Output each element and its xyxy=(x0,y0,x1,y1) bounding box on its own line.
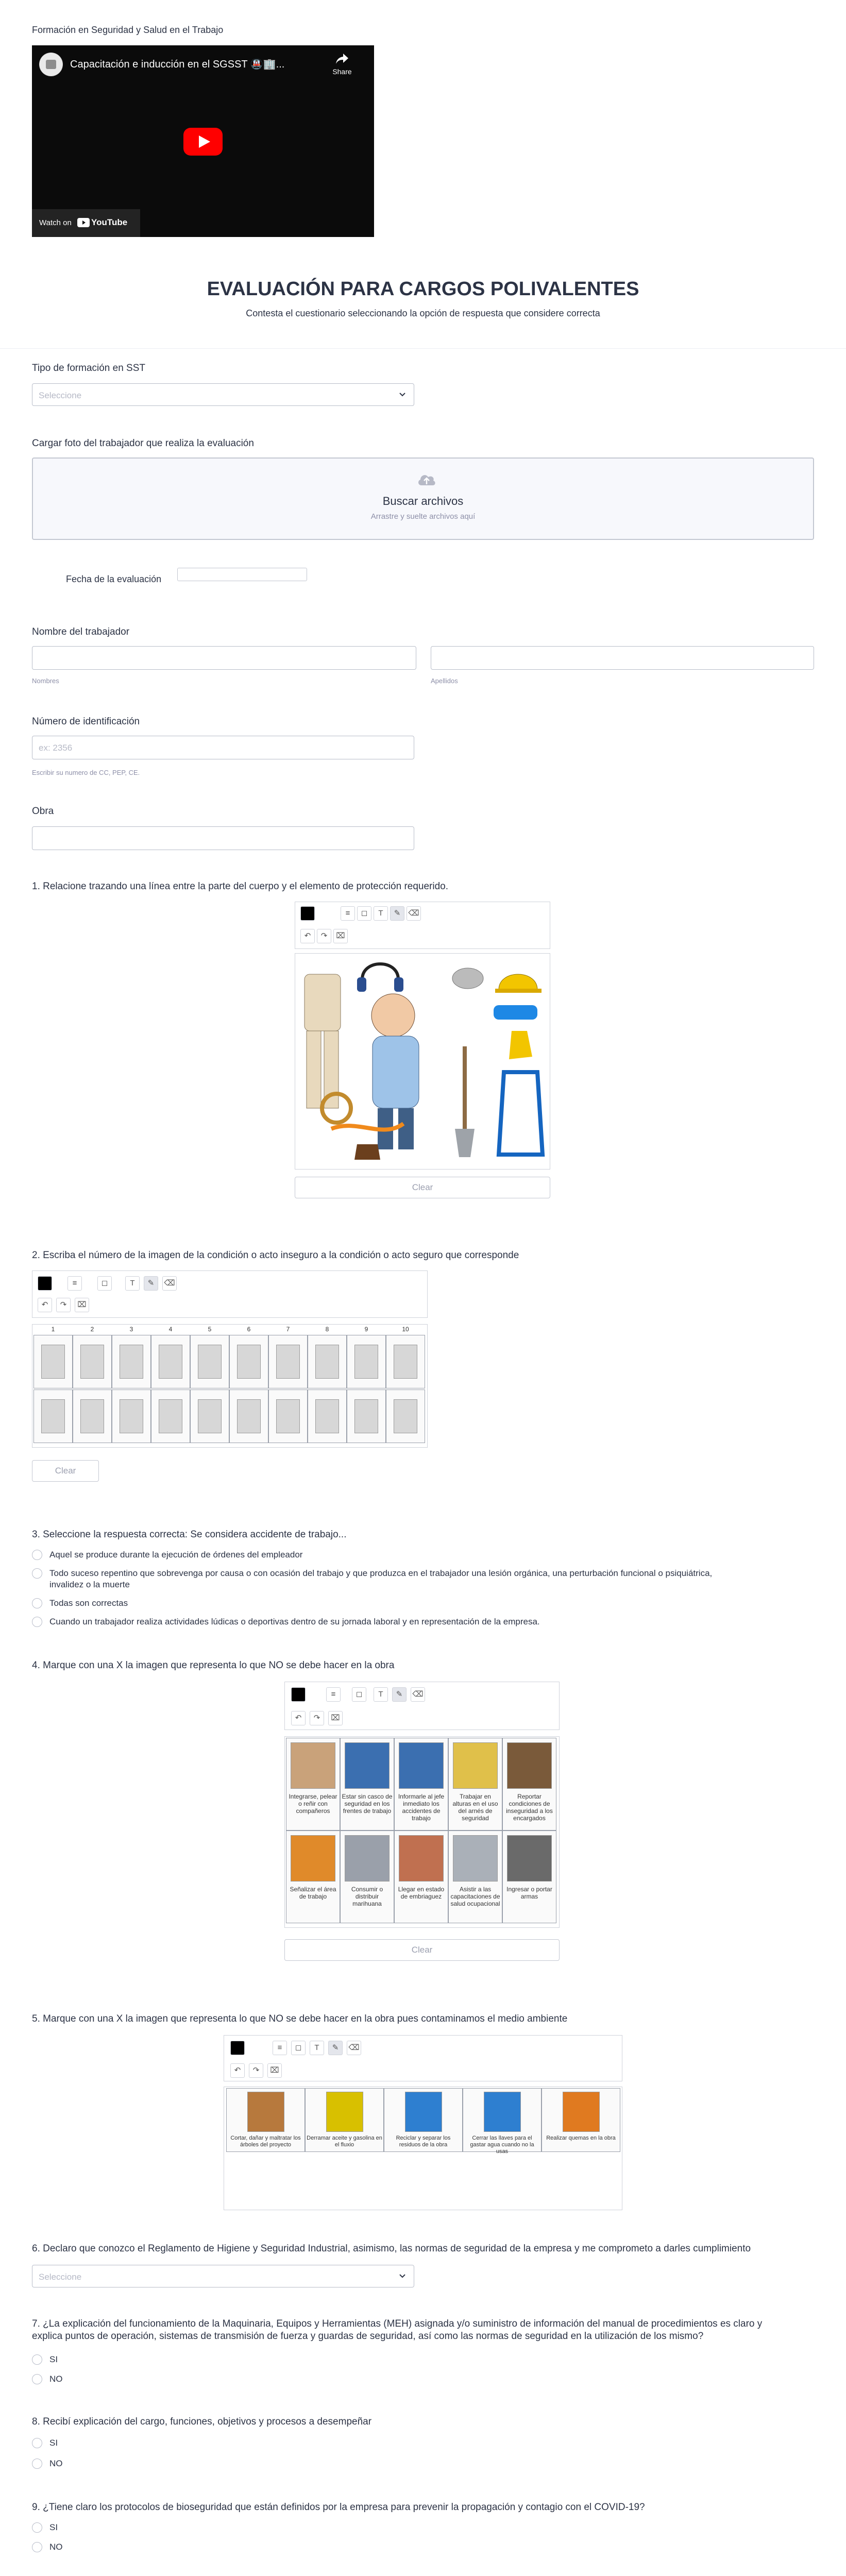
q7-option-text: SI xyxy=(49,2354,58,2364)
environment-image-cell xyxy=(542,2088,620,2152)
environment-image-cell xyxy=(463,2088,542,2155)
ppe-illustration xyxy=(295,954,550,1169)
undo-icon[interactable]: ↶ xyxy=(291,1711,306,1725)
rule-illustration xyxy=(345,1742,390,1789)
unsafe-act-image xyxy=(347,1335,386,1388)
radio-button[interactable] xyxy=(32,2354,42,2365)
text-tool-icon[interactable]: T xyxy=(374,906,388,921)
rule-illustration xyxy=(453,1742,498,1789)
radio-button[interactable] xyxy=(32,1550,42,1560)
radio-button[interactable] xyxy=(32,2522,42,2533)
line-width-icon[interactable]: ≡ xyxy=(67,1276,82,1291)
rule-caption: Consumir o distribuir marihuana xyxy=(351,1886,383,1907)
rule-illustration xyxy=(345,1835,390,1882)
q9-label: 9. ¿Tiene claro los protocolos de bioseguridad que están definidos por la empresa para prevenir la propagación y contagio con el COVID-19? xyxy=(32,2502,645,2513)
environment-illustration xyxy=(484,2092,521,2132)
q5-drawing-canvas[interactable] xyxy=(224,2087,622,2210)
radio-button[interactable] xyxy=(32,1598,42,1608)
environment-caption: Cortar, dañar y maltratar los árboles del proyecto xyxy=(230,2135,301,2148)
file-dropzone[interactable] xyxy=(32,457,814,540)
line-width-icon[interactable]: ≡ xyxy=(326,1687,341,1702)
text-tool-icon[interactable]: T xyxy=(310,2041,324,2055)
q2-image-number: 8 xyxy=(325,1326,329,1333)
q2-image-number: 3 xyxy=(129,1326,133,1333)
unsafe-act-image xyxy=(73,1335,112,1388)
rule-caption: Informarle al jefe inmediato los accidentes de trabajo xyxy=(398,1793,445,1822)
text-tool-icon[interactable]: T xyxy=(374,1687,388,1702)
shapes-icon[interactable]: ◻ xyxy=(352,1687,366,1702)
channel-avatar[interactable] xyxy=(39,53,63,76)
radio-button[interactable] xyxy=(32,2459,42,2469)
rule-caption: Estar sin casco de seguridad en los frentes de trabajo xyxy=(342,1793,393,1815)
illustration-thumbnail xyxy=(80,1399,104,1433)
q5-label: 5. Marque con una X la imagen que representa lo que NO se debe hacer en la obra pues contaminamos el medio ambiente xyxy=(32,2013,568,2024)
radio-button[interactable] xyxy=(32,2374,42,2384)
text-tool-icon[interactable]: T xyxy=(125,1276,140,1291)
environment-illustration xyxy=(563,2092,600,2132)
color-swatch-black[interactable] xyxy=(38,1276,52,1291)
q9-option-text: SI xyxy=(49,2522,58,2532)
rule-caption: Trabajar en alturas en el uso del arnés de seguridad xyxy=(452,1793,498,1822)
q9-option-text: NO xyxy=(49,2542,63,2552)
date-input[interactable] xyxy=(177,568,307,581)
q4-toolbar xyxy=(284,1682,560,1730)
redo-icon[interactable]: ↷ xyxy=(310,1711,324,1725)
rule-illustration xyxy=(399,1835,444,1882)
environment-image-cell xyxy=(226,2088,305,2152)
page-subtitle: Contesta el cuestionario seleccionando la opción de respuesta que considere correcta xyxy=(246,308,600,318)
q7-label-line2: explica puntos de operación, sistemas de transmisión de fuerza y guardas de seguridad, así como las normas de seguridad en la utilización de los mismo? xyxy=(32,2331,704,2342)
undo-icon[interactable]: ↶ xyxy=(230,2063,245,2078)
radio-button[interactable] xyxy=(32,2542,42,2552)
illustration-thumbnail xyxy=(315,1345,339,1379)
environment-illustration xyxy=(247,2092,284,2132)
q3-option-text: Aquel se produce durante la ejecución de órdenes del empleador xyxy=(49,1550,303,1560)
illustration-thumbnail xyxy=(237,1345,261,1379)
safe-act-image xyxy=(308,1389,347,1443)
site-label: Obra xyxy=(32,806,54,817)
clear-brush-icon[interactable]: ⌧ xyxy=(328,1711,343,1725)
rule-illustration xyxy=(453,1835,498,1882)
youtube-play-icon xyxy=(183,128,223,156)
last-name-input[interactable] xyxy=(431,646,814,670)
line-width-icon[interactable]: ≡ xyxy=(273,2041,287,2055)
rule-illustration xyxy=(507,1835,552,1882)
undo-icon[interactable]: ↶ xyxy=(300,929,315,943)
q4-drawing-canvas[interactable] xyxy=(284,1736,560,1928)
drop-hint: Arrastre y suelte archivos aquí xyxy=(370,512,476,521)
intro-section-label: Formación en Seguridad y Salud en el Trabajo xyxy=(32,25,224,35)
illustration-thumbnail xyxy=(159,1399,182,1433)
safe-act-image xyxy=(190,1389,229,1443)
illustration-thumbnail xyxy=(276,1345,300,1379)
radio-button[interactable] xyxy=(32,1568,42,1579)
color-swatch-black[interactable] xyxy=(291,1687,306,1702)
environment-illustration xyxy=(326,2092,363,2132)
training-type-select[interactable] xyxy=(32,383,414,406)
cloud-upload-icon xyxy=(416,472,437,487)
illustration-thumbnail xyxy=(198,1399,222,1433)
q5-toolbar xyxy=(224,2035,622,2081)
q6-label: 6. Declaro que conozco el Reglamento de Higiene y Seguridad Industrial, asimismo, las normas de seguridad de la empresa y me comprometo a darles cumplimiento xyxy=(32,2243,751,2254)
illustration-thumbnail xyxy=(41,1345,65,1379)
environment-illustration xyxy=(405,2092,442,2132)
rule-image-cell xyxy=(340,1831,394,1923)
safe-act-image xyxy=(112,1389,151,1443)
date-label: Fecha de la evaluación xyxy=(66,574,162,584)
rule-image-cell xyxy=(286,1831,340,1923)
video-player[interactable] xyxy=(32,45,374,237)
illustration-thumbnail xyxy=(354,1399,378,1433)
color-swatch-black[interactable] xyxy=(230,2041,245,2055)
site-input[interactable] xyxy=(32,826,414,850)
shapes-icon[interactable]: ◻ xyxy=(291,2041,306,2055)
shapes-icon[interactable]: ◻ xyxy=(357,906,371,921)
q2-clear-button[interactable]: Clear xyxy=(32,1460,99,1482)
q2-image-number: 5 xyxy=(208,1326,212,1333)
q3-label: 3. Seleccione la respuesta correcta: Se considera accidente de trabajo... xyxy=(32,1529,347,1540)
undo-icon[interactable]: ↶ xyxy=(38,1298,52,1312)
eraser-icon[interactable]: ⌫ xyxy=(162,1276,177,1291)
chevron-down-icon xyxy=(397,389,408,400)
safe-act-image xyxy=(347,1389,386,1443)
radio-button[interactable] xyxy=(32,2438,42,2448)
redo-icon[interactable]: ↷ xyxy=(56,1298,71,1312)
illustration-thumbnail xyxy=(41,1399,65,1433)
q2-toolbar xyxy=(32,1270,428,1318)
illustration-thumbnail xyxy=(315,1399,339,1433)
rule-image-cell xyxy=(340,1738,394,1831)
q4-clear-button[interactable]: Clear xyxy=(284,1939,560,1961)
q2-drawing-canvas[interactable] xyxy=(32,1324,428,1448)
rule-caption: Reportar condiciones de inseguridad a los encargados xyxy=(506,1793,553,1822)
q8-option-text: SI xyxy=(49,2438,58,2448)
unsafe-act-image xyxy=(112,1335,151,1388)
shapes-icon[interactable]: ◻ xyxy=(97,1276,112,1291)
safe-act-image xyxy=(151,1389,190,1443)
eraser-icon[interactable]: ⌫ xyxy=(411,1687,425,1702)
unsafe-act-image xyxy=(268,1335,308,1388)
illustration-thumbnail xyxy=(198,1345,222,1379)
q6-select[interactable] xyxy=(32,2265,414,2287)
safe-act-image xyxy=(73,1389,112,1443)
q1-clear-button[interactable]: Clear xyxy=(295,1177,550,1198)
illustration-thumbnail xyxy=(80,1345,104,1379)
eraser-icon[interactable]: ⌫ xyxy=(407,906,421,921)
radio-button[interactable] xyxy=(32,1617,42,1627)
first-name-input[interactable] xyxy=(32,646,416,670)
q6-placeholder: Seleccione xyxy=(39,2272,82,2282)
rule-caption: Integrarse, pelear o reñir con compañeros xyxy=(289,1793,337,1815)
training-type-placeholder: Seleccione xyxy=(39,391,82,400)
color-swatch-black[interactable] xyxy=(300,906,315,921)
q3-option-2-continued: invalidez o la muerte xyxy=(49,1580,130,1589)
redo-icon[interactable]: ↷ xyxy=(317,929,331,943)
q3-option-text: Todo suceso repentino que sobrevenga por causa o con ocasión del trabajo y que produzca en el trabajador una lesión orgánica, una perturbación funcional o psiquiátrica, xyxy=(49,1568,713,1578)
illustration-thumbnail xyxy=(394,1345,417,1379)
rule-illustration xyxy=(291,1835,335,1882)
last-name-sublabel: Apellidos xyxy=(431,677,458,685)
q7-option-text: NO xyxy=(49,2374,63,2384)
q2-image-number: 2 xyxy=(90,1326,94,1333)
unsafe-act-image xyxy=(190,1335,229,1388)
environment-image-cell xyxy=(384,2088,463,2152)
share-button[interactable] xyxy=(327,53,358,81)
safe-act-image xyxy=(229,1389,268,1443)
illustration-thumbnail xyxy=(120,1345,143,1379)
page-title: EVALUACIÓN PARA CARGOS POLIVALENTES xyxy=(207,278,639,300)
rule-image-cell xyxy=(286,1738,340,1831)
unsafe-act-image xyxy=(386,1335,425,1388)
pencil-icon[interactable]: ✎ xyxy=(390,906,404,921)
rule-illustration xyxy=(399,1742,444,1789)
rule-caption: Llegar en estado de embriaguez xyxy=(398,1886,445,1900)
photo-upload-label: Cargar foto del trabajador que realiza la evaluación xyxy=(32,438,254,449)
watch-on-label: Watch on xyxy=(39,218,72,227)
illustration-thumbnail xyxy=(237,1399,261,1433)
first-name-sublabel: Nombres xyxy=(32,677,59,685)
q2-image-number: 10 xyxy=(402,1326,409,1333)
rule-caption: Asistir a las capacitaciones de salud ocupacional xyxy=(450,1886,500,1907)
chevron-down-icon xyxy=(397,2271,408,2281)
q8-option-text: NO xyxy=(49,2459,63,2468)
rule-image-cell xyxy=(502,1738,556,1831)
watch-on-youtube[interactable] xyxy=(32,209,140,237)
eraser-icon[interactable]: ⌫ xyxy=(347,2041,361,2055)
clear-brush-icon[interactable]: ⌧ xyxy=(333,929,348,943)
share-label: Share xyxy=(332,67,352,76)
header-divider xyxy=(0,348,846,349)
id-number-placeholder: ex: 2356 xyxy=(39,743,73,753)
unsafe-act-image xyxy=(33,1335,73,1388)
unsafe-act-image xyxy=(229,1335,268,1388)
illustration-thumbnail xyxy=(159,1345,182,1379)
q2-image-number: 1 xyxy=(51,1326,55,1333)
q2-label: 2. Escriba el número de la imagen de la condición o acto inseguro a la condición o acto seguro que corresponde xyxy=(32,1250,519,1261)
rule-image-cell xyxy=(394,1738,448,1831)
rule-image-cell xyxy=(394,1831,448,1923)
q1-toolbar xyxy=(295,902,550,949)
environment-image-cell xyxy=(305,2088,384,2152)
pencil-icon[interactable]: ✎ xyxy=(328,2041,343,2055)
q3-option-text: Cuando un trabajador realiza actividades lúdicas o deportivas dentro de su jornada laboral y en representación de la empresa. xyxy=(49,1617,540,1626)
illustration-thumbnail xyxy=(354,1345,378,1379)
pencil-icon[interactable]: ✎ xyxy=(144,1276,158,1291)
rule-image-cell xyxy=(448,1738,502,1831)
q1-label: 1. Relacione trazando una línea entre la parte del cuerpo y el elemento de protección requerido. xyxy=(32,881,449,892)
play-button[interactable] xyxy=(183,128,223,156)
environment-caption: Reciclar y separar los residuos de la obra xyxy=(396,2135,451,2148)
unsafe-act-image xyxy=(308,1335,347,1388)
safe-act-image xyxy=(33,1389,73,1443)
q1-drawing-canvas[interactable] xyxy=(295,953,550,1170)
environment-caption: Realizar quemas en la obra xyxy=(546,2135,616,2141)
q3-option-text: Todas son correctas xyxy=(49,1598,128,1608)
rule-illustration xyxy=(507,1742,552,1789)
safe-act-image xyxy=(386,1389,425,1443)
rule-illustration xyxy=(291,1742,335,1789)
clear-brush-icon[interactable]: ⌧ xyxy=(267,2063,282,2078)
q7-label-line1: 7. ¿La explicación del funcionamiento de la Maquinaria, Equipos y Herramientas (MEH) asignada y/o suministro de información del manual de procedimientos es claro y xyxy=(32,2318,763,2329)
worker-name-label: Nombre del trabajador xyxy=(32,626,130,637)
environment-caption: Derramar aceite y gasolina en el fluxio xyxy=(307,2135,382,2148)
illustration-thumbnail xyxy=(276,1399,300,1433)
q4-label: 4. Marque con una X la imagen que representa lo que NO se debe hacer en la obra xyxy=(32,1660,395,1671)
safe-act-image xyxy=(268,1389,308,1443)
q2-image-number: 6 xyxy=(247,1326,251,1333)
q2-image-number: 7 xyxy=(286,1326,290,1333)
redo-icon[interactable]: ↷ xyxy=(249,2063,263,2078)
q2-image-number: 9 xyxy=(364,1326,368,1333)
browse-files-button[interactable]: Buscar archivos xyxy=(382,495,464,507)
rule-caption: Señalizar el área de trabajo xyxy=(290,1886,336,1900)
youtube-logo-icon xyxy=(77,218,90,227)
q8-label: 8. Recibí explicación del cargo, funciones, objetivos y procesos a desempeñar xyxy=(32,2416,372,2427)
rule-image-cell xyxy=(502,1831,556,1923)
clear-brush-icon[interactable]: ⌧ xyxy=(75,1298,89,1312)
illustration-thumbnail xyxy=(394,1399,417,1433)
line-width-icon[interactable]: ≡ xyxy=(341,906,355,921)
id-number-label: Número de identificación xyxy=(32,716,140,727)
rule-image-cell xyxy=(448,1831,502,1923)
illustration-thumbnail xyxy=(120,1399,143,1433)
pencil-icon[interactable]: ✎ xyxy=(392,1687,407,1702)
video-title[interactable]: Capacitación e inducción en el SGSST 🚇🏢... xyxy=(70,59,285,70)
training-type-label: Tipo de formación en SST xyxy=(32,363,146,374)
id-number-input[interactable] xyxy=(32,736,414,759)
rule-caption: Ingresar o portar armas xyxy=(506,1886,552,1900)
environment-caption: Cerrar las llaves para el gastar agua cuando no la usas xyxy=(470,2135,534,2155)
youtube-label: YouTube xyxy=(91,217,128,227)
unsafe-act-image xyxy=(151,1335,190,1388)
share-icon xyxy=(335,53,349,65)
q2-image-number: 4 xyxy=(168,1326,173,1333)
id-number-hint: Escribir su numero de CC, PEP, CE. xyxy=(32,769,140,776)
